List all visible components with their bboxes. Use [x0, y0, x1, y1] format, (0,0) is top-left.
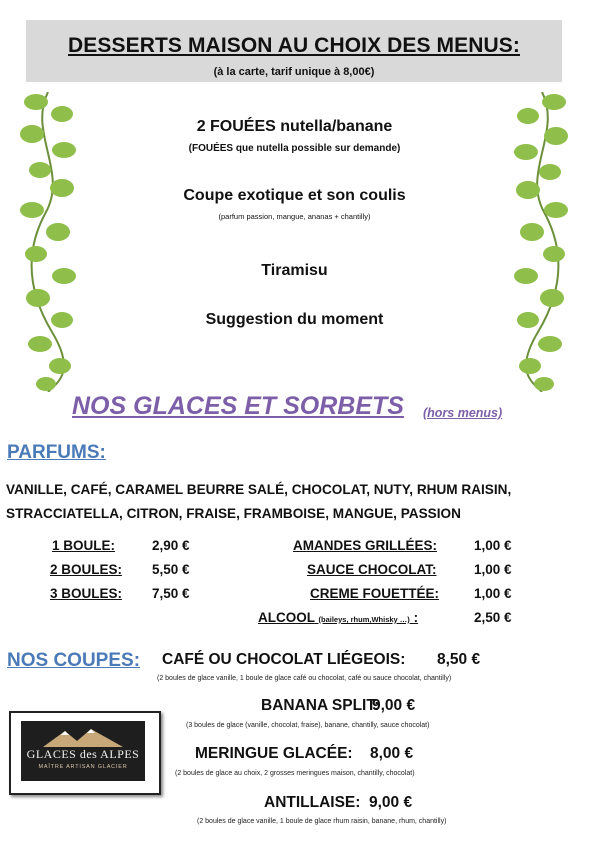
boule-price: 7,50 €	[152, 586, 190, 601]
vine-left-icon	[18, 92, 80, 392]
coupe-name: ANTILLAISE:	[264, 794, 361, 811]
flavors-line: STRACCIATELLA, CITRON, FRAISE, FRAMBOISE, MANGUE, PASSION	[6, 506, 461, 521]
supplement-label: AMANDES GRILLÉES:	[293, 538, 438, 553]
brand-logo	[9, 711, 161, 795]
alcool-detail: (baileys, rhum,Whisky …)	[318, 615, 410, 624]
coupe-name: MERINGUE GLACÉE:	[195, 745, 353, 762]
supplement-price: 1,00 €	[474, 562, 512, 577]
logo-tagline: MAÎTRE ARTISAN GLACIER	[38, 764, 128, 770]
coupe-name: BANANA SPLIT:	[261, 697, 380, 714]
flavors-list	[6, 478, 586, 526]
supplement-label: CREME FOUETTÉE:	[310, 586, 440, 601]
dessert-item-coupe-exotique: Coupe exotique et son coulis	[183, 187, 406, 204]
alcool-colon: :	[413, 610, 419, 625]
parfums-heading: PARFUMS:	[7, 442, 106, 463]
page-subtitle: (à la carte, tarif unique à 8,00€)	[213, 66, 375, 78]
alcool-label	[258, 610, 418, 625]
boule-price: 2,90 €	[152, 538, 190, 553]
page-title: DESSERTS MAISON AU CHOIX DES MENUS:	[68, 34, 520, 57]
coupe-price: 9,00 €	[372, 697, 416, 714]
boule-price: 5,50 €	[152, 562, 190, 577]
boule-label: 1 BOULE:	[52, 538, 116, 553]
supplement-price: 1,00 €	[474, 586, 512, 601]
flavors-line: VANILLE, CAFÉ, CARAMEL BEURRE SALÉ, CHOCOLAT, NUTY, RHUM RAISIN,	[6, 482, 512, 497]
glaces-section-title: NOS GLACES ET SORBETS	[72, 392, 404, 420]
dessert-item-tiramisu: Tiramisu	[261, 262, 328, 279]
vine-right-icon	[510, 92, 572, 392]
mountain-icon	[43, 727, 123, 747]
boule-label: 3 BOULES:	[50, 586, 123, 601]
menu-header	[26, 20, 562, 82]
supplement-label: SAUCE CHOCOLAT:	[307, 562, 437, 577]
dessert-note-fouees: (FOUÉES que nutella possible sur demande)	[188, 143, 401, 154]
coupe-note: (2 boules de glace au choix, 2 grosses meringues maison, chantilly, chocolat)	[175, 770, 415, 777]
coupe-note: (3 boules de glace (vanille, chocolat, fraise), banane, chantilly, sauce chocolat)	[186, 722, 430, 729]
supplement-price: 1,00 €	[474, 538, 512, 553]
coupe-price: 8,00 €	[370, 745, 414, 762]
logo-panel	[21, 721, 145, 781]
dessert-note-coupe-exotique: (parfum passion, mangue, ananas + chantilly)	[218, 212, 371, 221]
alcool-name: ALCOOL	[258, 610, 315, 625]
dessert-item-suggestion: Suggestion du moment	[205, 311, 384, 328]
coupe-name: CAFÉ OU CHOCOLAT LIÉGEOIS:	[162, 651, 406, 668]
coupe-price: 9,00 €	[369, 794, 413, 811]
logo-text: GLACES des ALPES	[26, 747, 140, 761]
coupe-note: (2 boules de glace vanille, 1 boule de glace café ou chocolat, café ou sauce chocolat, chantilly)	[157, 675, 452, 682]
coupe-note: (2 boules de glace vanille, 1 boule de glace rhum raisin, banane, rhum, chantilly)	[197, 818, 447, 825]
alcool-price: 2,50 €	[474, 610, 512, 625]
boule-label: 2 BOULES:	[50, 562, 123, 577]
glaces-section-subtitle: (hors menus)	[423, 406, 503, 420]
coupes-heading: NOS COUPES:	[7, 650, 141, 671]
dessert-item-fouees: 2 FOUÉES nutella/banane	[196, 118, 393, 135]
coupe-price: 8,50 €	[437, 651, 481, 668]
